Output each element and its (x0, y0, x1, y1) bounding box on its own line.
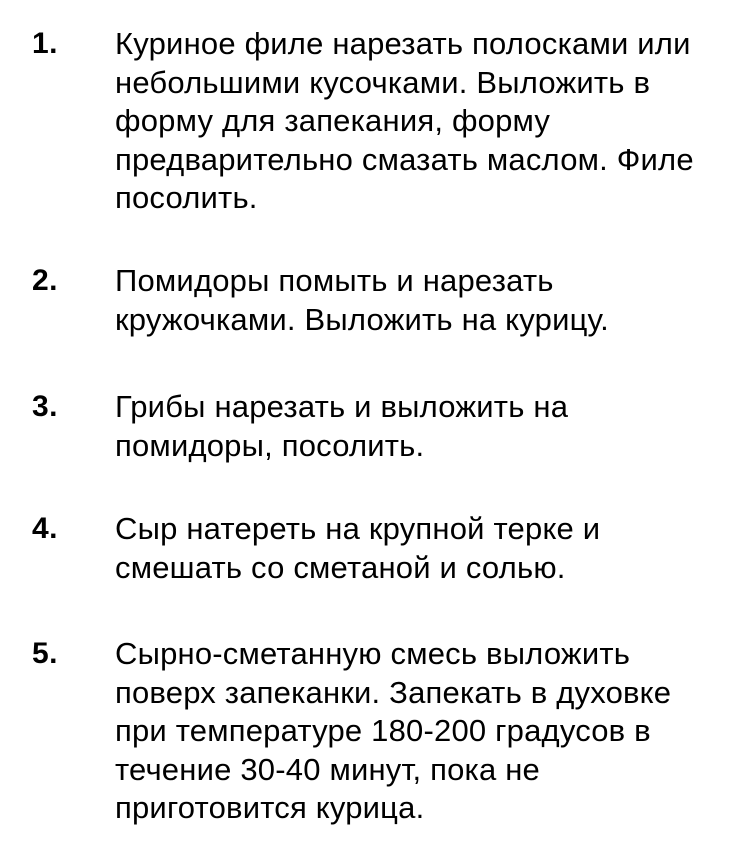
step-text: Куриное филе нарезать полосками или небольшими кусочками. Выложить в форму для запекания, форму предварительно смазать маслом. Филе посолить. (115, 26, 694, 215)
step-text: Сырно-сметанную смесь выложить поверх запеканки. Запекать в духовке при температуре 180-200 градусов в течение 30-40 минут, пока не приготовится курица. (115, 636, 672, 825)
step-text: Помидоры помыть и нарезать кружочками. Выложить на курицу. (115, 263, 609, 337)
step-number: 2. (32, 264, 59, 297)
step-number: 4. (32, 512, 59, 545)
step-text: Сыр натереть на крупной терке и смешать со сметаной и солью. (115, 511, 601, 585)
step-number: 1. (32, 27, 59, 60)
step-number: 5. (32, 637, 59, 670)
step-text: Грибы нарезать и выложить на помидоры, посолить. (115, 389, 569, 463)
step-number: 3. (32, 390, 59, 423)
